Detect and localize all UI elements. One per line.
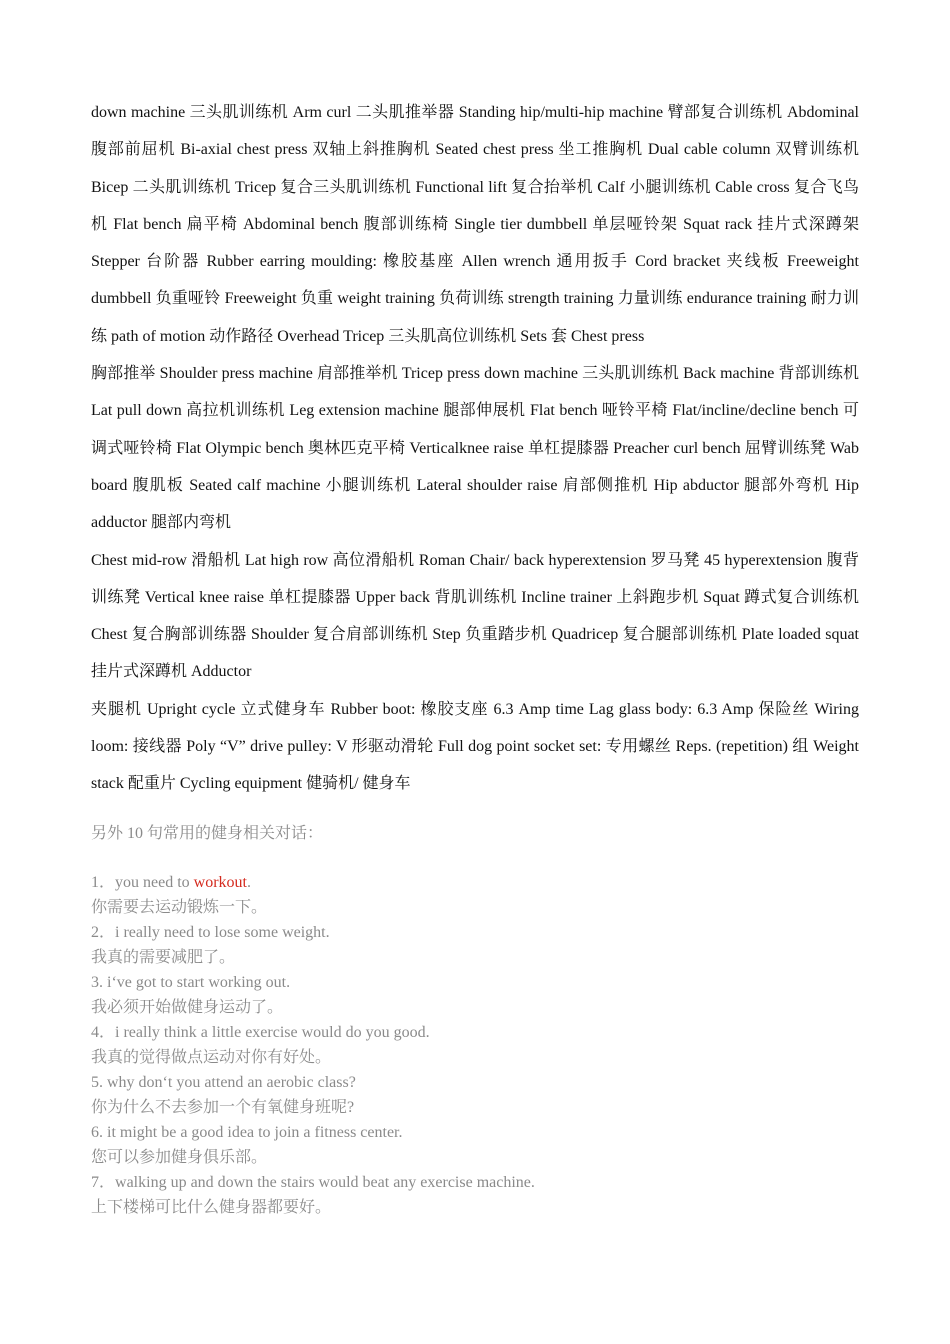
- conversation-en-5: [91, 1070, 859, 1095]
- conversation-zh-2: 我真的需要减肥了。: [91, 948, 236, 966]
- en-text: i really think a little exercise would do you good.: [115, 1023, 430, 1041]
- glossary-paragraph-1: down machine 三头肌训练机 Arm curl 二头肌推举器 Standing hip/multi-hip machine 臂部复合训练机 Abdominal 腹部前屈机 Bi-axial chest press 双轴上斜推胸机 Seated chest press 坐工推胸机 Dual cable column 双臂训练机 Bicep 二头肌训练机 Tricep 复合三头肌训练机 Functional lift 复合抬举机 Calf 小腿训练机 Cable cross 复合飞鸟机 Flat bench 扁平椅 Abdominal bench 腹部训练椅 Single tier dumbbell 单层哑铃架 Squat rack 挂片式深蹲架 Stepper 台阶器 Rubber earring moulding: 橡胶基座 Allen wrench 通用扳手 Cord bracket 夹线板 Freeweight dumbbell 负重哑铃 Freeweight 负重 weight training 负荷训练 strength training 力量训练 endurance training 耐力训练 path of motion 动作路径 Overhead Tricep 三头肌高位训练机 Sets 套 Chest press: [91, 104, 859, 345]
- conversation-zh-3: 我必须开始做健身运动了。: [91, 998, 284, 1016]
- conversation-zh-6: 您可以参加健身俱乐部。: [91, 1148, 268, 1166]
- item-number: 6.: [91, 1123, 107, 1141]
- conversation-en-1: [91, 870, 859, 895]
- en-text: you need to: [115, 873, 194, 891]
- glossary-paragraph-3: Chest mid-row 滑船机 Lat high row 高位滑船机 Roman Chair/ back hyperextension 罗马凳 45 hyperextension 腹背训练凳 Vertical knee raise 单杠提膝器 Upper back 背肌训练机 Incline trainer 上斜跑步机 Squat 蹲式复合训练机 Chest 复合胸部训练器 Shoulder 复合肩部训练机 Step 负重踏步机 Quadricep 复合腿部训练机 Plate loaded squat 挂片式深蹲机 Adductor: [91, 551, 859, 681]
- item-number: 3.: [91, 973, 107, 991]
- conversation-en-3: [91, 970, 859, 995]
- conversation-zh-1: 你需要去运动锻炼一下。: [91, 898, 268, 916]
- glossary-paragraph-2: 胸部推举 Shoulder press machine 肩部推举机 Tricep press down machine 三头肌训练机 Back machine 背部训练机 Lat pull down 高拉机训练机 Leg extension machine 腿部伸展机 Flat bench 哑铃平椅 Flat/incline/decline bench 可调式哑铃椅 Flat Olympic bench 奥林匹克平椅 Verticalknee raise 单杠提膝器 Preacher curl bench 屈臂训练凳 Wab board 腹肌板 Seated calf machine 小腿训练机 Lateral shoulder raise 肩部侧推机 Hip abductor 腿部外弯机 Hip adductor 腿部内弯机: [91, 365, 859, 532]
- item-number: 5.: [91, 1073, 107, 1091]
- en-text: i‘ve got to start working out.: [107, 973, 291, 991]
- conversation-zh-4: 我真的觉得做点运动对你有好处。: [91, 1048, 332, 1066]
- conversation-en-4: [91, 1020, 859, 1045]
- workout-link[interactable]: workout: [193, 873, 247, 891]
- conversation-list: [91, 870, 859, 1220]
- conversation-en-2: [91, 920, 859, 945]
- item-number: 4．: [91, 1023, 116, 1041]
- item-number: 1．: [91, 873, 116, 891]
- conversation-en-7: [91, 1170, 859, 1195]
- conversation-zh-7: 上下楼梯可比什么健身器都要好。: [91, 1198, 332, 1216]
- conversation-en-6: [91, 1120, 859, 1145]
- en-text: walking up and down the stairs would beat any exercise machine.: [115, 1173, 535, 1191]
- item-number: 7．: [91, 1173, 116, 1191]
- conversation-zh-5: 你为什么不去参加一个有氧健身班呢?: [91, 1098, 355, 1116]
- conversation-title: 另外 10 句常用的健身相关对话：: [91, 824, 324, 842]
- en-text: why don‘t you attend an aerobic class?: [107, 1073, 356, 1091]
- glossary-paragraph-4: 夹腿机 Upright cycle 立式健身车 Rubber boot: 橡胶支座 6.3 Amp time Lag glass body: 6.3 Amp 保险丝 Wiring loom: 接线器 Poly “V” drive pulley: V 形驱动滑轮 Full dog point socket set: 专用螺丝 Reps. (repetition) 组 Weight stack 配重片 Cycling equipment 健骑机/ 健身车: [91, 700, 859, 793]
- document-page: [91, 94, 859, 1220]
- item-number: 2．: [91, 923, 116, 941]
- en-text-end: .: [247, 873, 251, 891]
- en-text: i really need to lose some weight.: [115, 923, 330, 941]
- en-text: it might be a good idea to join a fitness center.: [107, 1123, 403, 1141]
